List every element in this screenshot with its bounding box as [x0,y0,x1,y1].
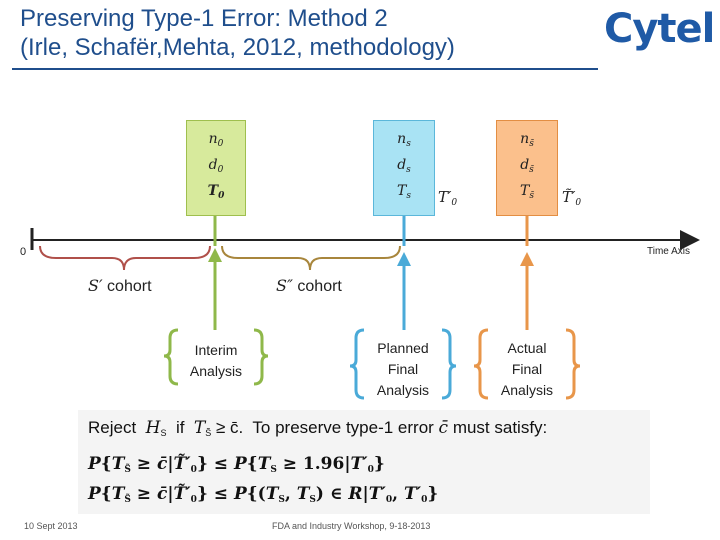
time-axis-label: Time Axis [647,246,690,257]
title-line-2: (Irle, Schafër,Mehta, 2012, methodology) [20,34,455,61]
interim-d0: $d_0$ [208,157,224,175]
formula-panel [78,410,650,514]
title-line-1: Preserving Type-1 Error: Method 2 [20,5,388,32]
formula-line-2: $P\{T_{S̃}$ ≥ $c̄|T̃'_0\} \le P\{T_S \ge 1.96|T'_0\}$ [88,454,385,475]
s-double-prime-cohort-label: S″ cohort [276,276,342,295]
formula-line-1: Reject $H_S$ if $T_{S̃}$ ≥ c̄. To preserve type-1 error c̄ must satisfy: [88,418,548,438]
t-tilde-prime-0-label: $T̃'_0$ [562,188,582,208]
actual-label-right-brace [566,330,580,398]
interim-analysis-label: Interim Analysis [189,342,243,379]
planned-ds: $d_s$ [397,157,411,175]
interim-label-right-brace [254,330,268,384]
interim-n0: $n_0$ [208,131,224,149]
axis-zero-label: 0 [20,246,27,258]
planned-ts: $T_s$ [397,183,411,201]
actual-ns: $n_{s̃}$ [520,131,534,149]
planned-arrowhead [397,252,411,266]
footer-date: 10 Sept 2013 [24,521,78,531]
cytel-logo: Cytel [604,6,715,52]
t-prime-0-label: $T'_0$ [438,188,458,208]
formula-line-3: $P\{T_{S̃}$ ≥ $c̄|T̃'_0\} \le P\{(T_S$, $T_S$) ∈ $R|T'_0$, $T'_0$} [88,484,439,505]
footer-event: FDA and Industry Workshop, 9-18-2013 [272,521,431,531]
actual-ds: $d_{s̃}$ [520,157,534,175]
planned-label-right-brace [442,330,456,398]
planned-ns: $n_s$ [397,131,411,149]
s-prime-cohort-brace [40,246,210,270]
actual-final-analysis-label: Actual Final Analysis [500,340,554,398]
interim-t0: $T_0$ [207,183,225,201]
actual-arrowhead [520,252,534,266]
actual-ts: $T_{s̃}$ [520,183,534,201]
s-prime-cohort-label: S′ cohort [88,276,152,295]
planned-final-analysis-label: Planned Final Analysis [376,340,430,398]
s-double-prime-cohort-brace [222,246,400,270]
